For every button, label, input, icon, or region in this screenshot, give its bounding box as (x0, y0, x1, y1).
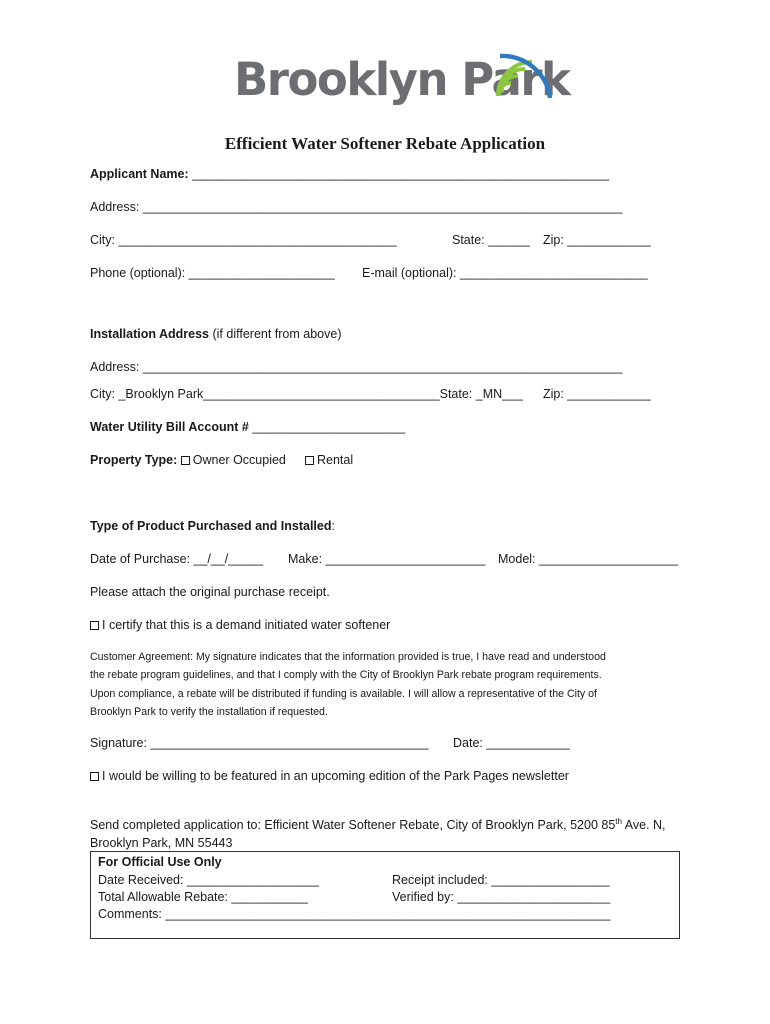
applicant-state-field[interactable]: State: ______ (452, 233, 530, 247)
installation-state-label: State: (439, 387, 476, 401)
installation-heading (90, 326, 341, 342)
installation-heading-bold: Installation Address (90, 327, 210, 341)
installation-city-label: City: (90, 387, 119, 401)
receipt-included-field[interactable]: Receipt included: _________________ (392, 873, 610, 887)
owner-occupied-option[interactable] (181, 453, 286, 467)
agreement-line: Upon compliance, a rebate will be distributed if funding is available. I will allow a representative of the City of (90, 687, 597, 700)
installation-address-field[interactable]: Address: _____________________________________________________________________ (90, 360, 623, 374)
official-use-heading: For Official Use Only (98, 855, 222, 869)
total-rebate-field[interactable]: Total Allowable Rebate: ___________ (98, 890, 308, 904)
customer-agreement (90, 648, 680, 721)
official-use-box (90, 851, 680, 939)
applicant-name-row[interactable] (90, 166, 609, 182)
send-address-line2: Brooklyn Park, MN 55443 (90, 836, 233, 850)
applicant-name-field[interactable]: ____________________________________________________________ (192, 167, 610, 181)
property-type-label: Property Type: (90, 453, 178, 467)
checkbox-icon[interactable] (90, 772, 99, 781)
checkbox-icon[interactable] (305, 456, 314, 465)
date-received-field[interactable]: Date Received: ___________________ (98, 873, 320, 887)
make-field[interactable]: Make: _______________________ (288, 552, 486, 566)
attach-receipt-note: Please attach the original purchase receipt. (90, 585, 330, 599)
ordinal-suffix: th (615, 816, 622, 826)
installation-state-value[interactable]: _MN___ (475, 387, 523, 401)
product-heading-bold: Type of Product Purchased and Installed (90, 519, 332, 533)
signature-date-field[interactable]: Date: ____________ (453, 736, 570, 750)
certify-option[interactable] (90, 617, 390, 633)
send-address-line1 (90, 817, 666, 833)
product-heading (90, 518, 335, 534)
certify-label: I certify that this is a demand initiated water softener (102, 618, 391, 632)
send-address-text: Send completed application to: Efficient Water Softener Rebate, City of Brooklyn Park, 5200 85 (90, 818, 616, 832)
rental-label: Rental (317, 453, 354, 467)
checkbox-icon[interactable] (90, 621, 99, 630)
newsletter-label: I would be willing to be featured in an upcoming edition of the Park Pages newsletter (102, 769, 569, 783)
wifi-arcs-icon (494, 46, 554, 102)
model-field[interactable]: Model: ____________________ (498, 552, 679, 566)
utility-account-field[interactable]: ______________________ (248, 420, 406, 434)
installation-city-value[interactable]: _Brooklyn Park__________________________________ (118, 387, 440, 401)
send-address-text-end: Ave. N, (621, 818, 666, 832)
applicant-name-label: Applicant Name: (90, 167, 189, 181)
applicant-address-field[interactable]: Address: _____________________________________________________________________ (90, 200, 623, 214)
product-heading-colon: : (331, 519, 335, 533)
utility-account-row[interactable] (90, 419, 405, 435)
applicant-phone-field[interactable]: Phone (optional): _____________________ (90, 266, 335, 280)
installation-city-row[interactable] (90, 386, 523, 402)
signature-field[interactable]: Signature: ________________________________________ (90, 736, 429, 750)
logo-text: Brooklyn Park (234, 53, 570, 106)
agreement-line: Customer Agreement: My signature indicates that the information provided is true, I have read and understood (90, 651, 606, 663)
installation-zip-field[interactable]: Zip: ____________ (543, 387, 651, 401)
agreement-line: the rebate program guidelines, and that I comply with the City of Brooklyn Park rebate program requirements. (90, 669, 602, 682)
installation-heading-note: (if different from above) (209, 327, 342, 341)
agreement-line: Brooklyn Park to verify the installation if requested. (90, 705, 328, 718)
checkbox-icon[interactable] (181, 456, 190, 465)
verified-by-field[interactable]: Verified by: ______________________ (392, 890, 611, 904)
applicant-zip-field[interactable]: Zip: ____________ (543, 233, 651, 247)
property-type-row (90, 452, 286, 468)
owner-occupied-label: Owner Occupied (192, 453, 286, 467)
newsletter-option[interactable] (90, 768, 569, 784)
applicant-city-field[interactable]: City: ________________________________________ (90, 233, 397, 247)
utility-account-label: Water Utility Bill Account # (90, 420, 249, 434)
purchase-date-field[interactable]: Date of Purchase: __/__/_____ (90, 552, 264, 566)
rental-option[interactable] (305, 452, 353, 468)
comments-field[interactable]: Comments: ________________________________________________________________ (98, 907, 611, 921)
page-title: Efficient Water Softener Rebate Application (224, 134, 546, 153)
applicant-email-field[interactable]: E-mail (optional): ___________________________ (362, 266, 648, 280)
